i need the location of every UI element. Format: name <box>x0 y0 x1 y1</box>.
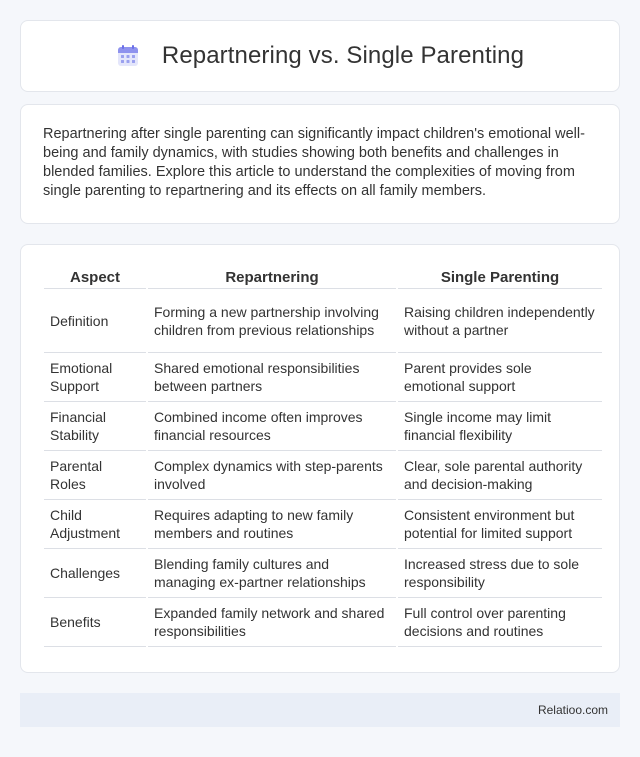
calendar-icon <box>116 44 140 68</box>
aspect-cell: Definition <box>44 289 146 353</box>
aspect-cell: Benefits <box>44 598 146 647</box>
aspect-cell: Child Adjustment <box>44 500 146 549</box>
repartnering-cell: Combined income often improves financial resources <box>148 402 396 451</box>
aspect-cell: Financial Stability <box>44 402 146 451</box>
single-parenting-cell: Full control over parenting decisions and routines <box>398 598 602 647</box>
single-parenting-cell: Increased stress due to sole responsibility <box>398 549 602 598</box>
table-row <box>44 598 602 647</box>
table-row <box>44 289 602 353</box>
column-header-repartnering: Repartnering <box>148 265 396 289</box>
repartnering-cell: Shared emotional responsibilities between partners <box>148 353 396 402</box>
aspect-cell: Challenges <box>44 549 146 598</box>
table-row <box>44 451 602 500</box>
repartnering-cell: Blending family cultures and managing ex-partner relationships <box>148 549 396 598</box>
table-row <box>44 353 602 402</box>
table-header-row <box>44 265 602 289</box>
single-parenting-cell: Raising children independently without a partner <box>398 289 602 353</box>
repartnering-cell: Requires adapting to new family members and routines <box>148 500 396 549</box>
table-row <box>44 402 602 451</box>
page-title: Repartnering vs. Single Parenting <box>161 42 525 69</box>
intro-text: Repartnering after single parenting can significantly impact children's emotional well-being and family dynamics, with studies showing both benefits and challenges in blended families. Explore this article to understand the complexities of moving from single parenting to repartnering and its effects on all family members. <box>43 126 585 199</box>
column-header-aspect: Aspect <box>44 265 146 289</box>
footer-brand: Relatioo.com <box>537 703 608 717</box>
title-card <box>20 20 620 92</box>
column-header-single-parenting: Single Parenting <box>398 265 602 289</box>
single-parenting-cell: Consistent environment but potential for limited support <box>398 500 602 549</box>
single-parenting-cell: Parent provides sole emotional support <box>398 353 602 402</box>
table-row <box>44 549 602 598</box>
table-row <box>44 500 602 549</box>
footer <box>20 693 620 727</box>
single-parenting-cell: Clear, sole parental authority and decision-making <box>398 451 602 500</box>
aspect-cell: Emotional Support <box>44 353 146 402</box>
repartnering-cell: Complex dynamics with step-parents involved <box>148 451 396 500</box>
comparison-card <box>20 244 620 673</box>
repartnering-cell: Forming a new partnership involving children from previous relationships <box>148 289 396 353</box>
single-parenting-cell: Single income may limit financial flexibility <box>398 402 602 451</box>
intro-card <box>20 104 620 224</box>
repartnering-cell: Expanded family network and shared responsibilities <box>148 598 396 647</box>
comparison-table <box>42 265 604 647</box>
aspect-cell: Parental Roles <box>44 451 146 500</box>
